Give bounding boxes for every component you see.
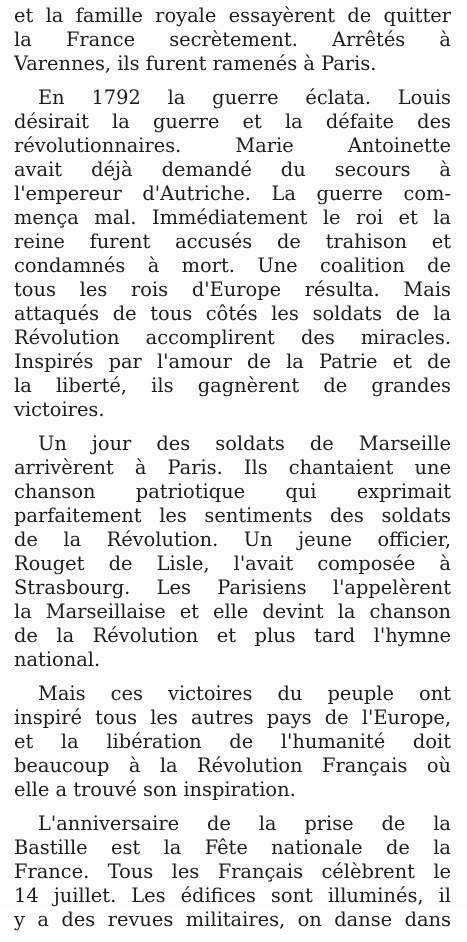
text-line: Mais ces victoires du peuple ont bbox=[38, 682, 451, 705]
text-line: chanson patriotique qui exprimait bbox=[14, 480, 451, 503]
text-line: Strasbourg. Les Parisiens l'appelèrent bbox=[14, 576, 451, 599]
text-line: désirait la guerre et la défaite des bbox=[14, 110, 451, 133]
paragraph-bastille-day bbox=[14, 812, 451, 932]
text-line: Rouget de Lisle, l'avait composée à bbox=[14, 552, 451, 575]
text-line: attaqués de tous côtés les soldats de la bbox=[14, 302, 451, 325]
text-line: 14 juillet. Les édifices sont illuminés, il bbox=[14, 884, 451, 907]
text-line: Varennes, ils furent ramenés à Paris. bbox=[14, 52, 377, 75]
text-line: la Marseillaise et elle devint la chanson bbox=[14, 600, 451, 623]
text-line: L'anniversaire de la prise de la bbox=[38, 812, 451, 835]
text-line: l'empereur d'Autriche. La guerre com- bbox=[14, 182, 451, 205]
text-line: reine furent accusés de trahison et bbox=[14, 230, 451, 253]
paragraph-victories-inspiration bbox=[14, 682, 451, 802]
text-line: tous les rois d'Europe résulta. Mais bbox=[14, 278, 451, 301]
text-line: beaucoup à la Révolution Français où bbox=[14, 754, 451, 777]
text-line: France. Tous les Français célèbrent le bbox=[14, 860, 451, 883]
text-line: et la famille royale essayèrent de quitter bbox=[14, 4, 451, 27]
text-line: parfaitement les sentiments des soldats bbox=[14, 504, 451, 527]
paragraph-war-1792 bbox=[14, 86, 451, 422]
text-line: y a des revues militaires, on danse dans bbox=[14, 908, 451, 931]
text-column bbox=[14, 4, 451, 942]
text-line: condamnés à mort. Une coalition de bbox=[14, 254, 451, 277]
text-line: Inspirés par l'amour de la Patrie et de bbox=[14, 350, 451, 373]
text-line: Bastille est la Fête nationale de la bbox=[14, 836, 451, 859]
text-line: national. bbox=[14, 648, 101, 671]
text-line: révolutionnaires. Marie Antoinette bbox=[14, 134, 451, 157]
text-line: et la libération de l'humanité doit bbox=[14, 730, 451, 753]
text-line: arrivèrent à Paris. Ils chantaient une bbox=[14, 456, 451, 479]
text-line: la liberté, ils gagnèrent de grandes bbox=[14, 374, 451, 397]
text-line: avait déjà demandé du secours à bbox=[14, 158, 451, 181]
paragraph-marseillaise bbox=[14, 432, 451, 672]
text-line: de la Révolution et plus tard l'hymne bbox=[14, 624, 451, 647]
text-line: de la Révolution. Un jeune officier, bbox=[14, 528, 451, 551]
text-line: Un jour des soldats de Marseille bbox=[38, 432, 451, 455]
paragraph-flight-to-varennes bbox=[14, 4, 451, 76]
text-line: victoires. bbox=[14, 398, 105, 421]
text-line: Révolution accomplirent des miracles. bbox=[14, 326, 451, 349]
text-line: elle a trouvé son inspiration. bbox=[14, 778, 296, 801]
text-line: la France secrètement. Arrêtés à bbox=[14, 28, 451, 51]
text-line: inspiré tous les autres pays de l'Europe, bbox=[14, 706, 451, 729]
text-line: mença mal. Immédiatement le roi et la bbox=[14, 206, 451, 229]
text-line: En 1792 la guerre éclata. Louis bbox=[38, 86, 451, 109]
